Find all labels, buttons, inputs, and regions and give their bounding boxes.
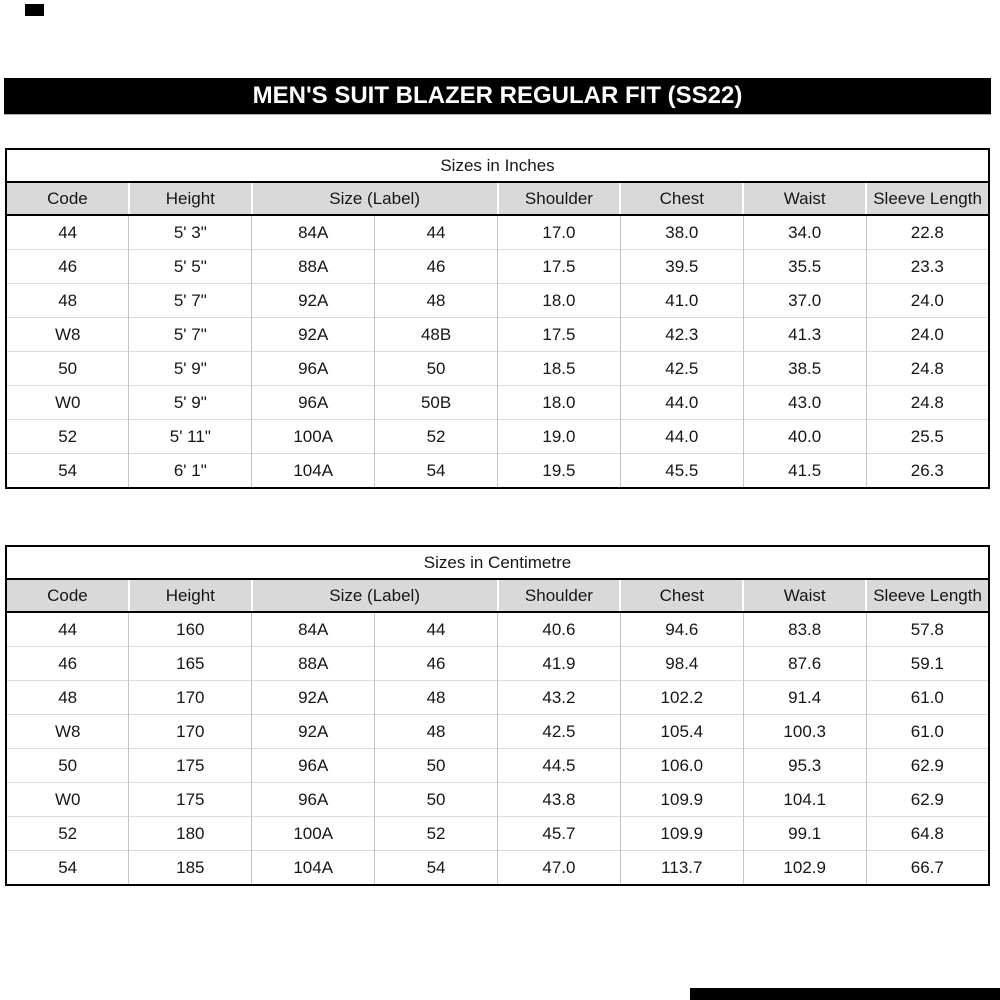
sizes-in-centimetre-table: [5, 545, 990, 886]
table-cell: 44.0: [620, 420, 743, 454]
table-cell: 17.5: [498, 318, 621, 352]
table-cell: 95.3: [743, 749, 866, 783]
table-cell: 17.0: [498, 215, 621, 250]
table-cell: 24.0: [866, 284, 989, 318]
table-cell: 41.3: [743, 318, 866, 352]
header-waist: Waist: [743, 579, 866, 612]
table-cell: 104.1: [743, 783, 866, 817]
table-cell: 52: [375, 420, 498, 454]
table-cell: W8: [6, 318, 129, 352]
table-cell: 38.5: [743, 352, 866, 386]
table-cell: 94.6: [620, 612, 743, 647]
table-cell: 44: [375, 215, 498, 250]
table-row: [6, 386, 989, 420]
table-row: [6, 783, 989, 817]
table-row: [6, 284, 989, 318]
table-cell: 59.1: [866, 647, 989, 681]
table-cell: 57.8: [866, 612, 989, 647]
table-cell: 47.0: [498, 851, 621, 886]
table-title-row: [6, 149, 989, 182]
table-cell: 104A: [252, 454, 375, 489]
sizes-in-inches-table: [5, 148, 990, 489]
table-cell: 46: [375, 647, 498, 681]
table-cell: W0: [6, 783, 129, 817]
table-cell: 48B: [375, 318, 498, 352]
table-row: [6, 215, 989, 250]
table-cell: 185: [129, 851, 252, 886]
table-row: [6, 318, 989, 352]
table-title-row: [6, 546, 989, 579]
table-cell: 42.5: [620, 352, 743, 386]
table-cell: 61.0: [866, 681, 989, 715]
table-cell: 50: [375, 749, 498, 783]
header-waist: Waist: [743, 182, 866, 215]
table-cell: 180: [129, 817, 252, 851]
table-cell: 92A: [252, 715, 375, 749]
table-row: [6, 817, 989, 851]
table-cell: 5' 9": [129, 386, 252, 420]
table-row: [6, 612, 989, 647]
table-cell: 38.0: [620, 215, 743, 250]
table-cell: 18.5: [498, 352, 621, 386]
table-cell: 84A: [252, 215, 375, 250]
table-cell: 46: [6, 250, 129, 284]
table-cell: 48: [375, 284, 498, 318]
header-size-label: Size (Label): [252, 579, 498, 612]
table-cell: 35.5: [743, 250, 866, 284]
table-cell: 105.4: [620, 715, 743, 749]
table-row: [6, 681, 989, 715]
table-cell: 44.5: [498, 749, 621, 783]
table-cell: 100A: [252, 817, 375, 851]
table-cell: 104A: [252, 851, 375, 886]
table-cell: 113.7: [620, 851, 743, 886]
header-chest: Chest: [620, 182, 743, 215]
table-cell: 18.0: [498, 386, 621, 420]
table-cell: 22.8: [866, 215, 989, 250]
table-cell: 39.5: [620, 250, 743, 284]
table-cell: 165: [129, 647, 252, 681]
table-cell: 50: [375, 352, 498, 386]
table-cell: 41.9: [498, 647, 621, 681]
table-cell: 99.1: [743, 817, 866, 851]
table-cell: 19.0: [498, 420, 621, 454]
table-cell: 5' 5": [129, 250, 252, 284]
table-cell: 43.8: [498, 783, 621, 817]
table-row: [6, 420, 989, 454]
table-cell: 46: [6, 647, 129, 681]
table-cell: 48: [375, 715, 498, 749]
table-cell: 18.0: [498, 284, 621, 318]
table-row: [6, 647, 989, 681]
table-cell: 42.5: [498, 715, 621, 749]
bottom-right-page-mark: [690, 988, 1000, 1000]
table-cell: 100A: [252, 420, 375, 454]
table-title: Sizes in Inches: [6, 149, 989, 182]
table-cell: 37.0: [743, 284, 866, 318]
table-cell: 40.0: [743, 420, 866, 454]
table-cell: 109.9: [620, 783, 743, 817]
table-cell: 44: [58, 222, 78, 242]
table-cell: 102.2: [620, 681, 743, 715]
table-cell: 50: [375, 783, 498, 817]
table-cell: 175: [129, 783, 252, 817]
table-cell: 44: [58, 619, 78, 639]
table-cell: 84A: [252, 612, 375, 647]
table-cell: 41.0: [620, 284, 743, 318]
table-cell: 45.7: [498, 817, 621, 851]
table-cell: W0: [6, 386, 129, 420]
header-size-label: Size (Label): [252, 182, 498, 215]
table-cell: 43.2: [498, 681, 621, 715]
table-header-row: [6, 579, 989, 612]
table-row: [6, 250, 989, 284]
table-cell: 26.3: [866, 454, 989, 489]
table-cell: 96A: [252, 352, 375, 386]
table-cell: 54: [375, 454, 498, 489]
table-cell: 5' 3": [129, 215, 252, 250]
table-row: [6, 715, 989, 749]
header-height: Height: [129, 182, 252, 215]
header-shoulder: Shoulder: [498, 182, 621, 215]
table-cell: 52: [6, 817, 129, 851]
table-cell: 50B: [375, 386, 498, 420]
table-cell: 61.0: [866, 715, 989, 749]
table-cell: 62.9: [866, 749, 989, 783]
table-cell: 24.8: [866, 386, 989, 420]
table-row: [6, 352, 989, 386]
table-cell: 34.0: [743, 215, 866, 250]
page-title: MEN'S SUIT BLAZER REGULAR FIT (SS22): [252, 82, 743, 109]
table-cell: 19.5: [498, 454, 621, 489]
table-cell: 52: [6, 420, 129, 454]
sizes-in-inches-body: [6, 215, 989, 488]
table-header-row: [6, 182, 989, 215]
table-cell: 46: [375, 250, 498, 284]
table-cell: W8: [6, 715, 129, 749]
table-cell: 50: [6, 352, 129, 386]
sizes-in-centimetre-body: [6, 612, 989, 885]
table-row: [6, 749, 989, 783]
table-cell: 23.3: [866, 250, 989, 284]
table-cell: 106.0: [620, 749, 743, 783]
table-cell: 48: [6, 284, 129, 318]
table-cell: 109.9: [620, 817, 743, 851]
table-cell: 66.7: [866, 851, 989, 886]
table-title: Sizes in Centimetre: [6, 546, 989, 579]
table-cell: 88A: [252, 250, 375, 284]
table-cell: 160: [129, 612, 252, 647]
header-height: Height: [129, 579, 252, 612]
header-code: Code: [6, 182, 129, 215]
table-cell: 54: [6, 454, 129, 489]
header-sleeve-length: Sleeve Length: [866, 579, 989, 612]
table-cell: 87.6: [743, 647, 866, 681]
table-cell: 96A: [252, 749, 375, 783]
header-code: Code: [6, 579, 129, 612]
table-cell: 44: [375, 612, 498, 647]
table-cell: 24.8: [866, 352, 989, 386]
table-cell: 5' 7": [129, 318, 252, 352]
page-title-bar: [4, 78, 991, 115]
table-cell: 40.6: [498, 612, 621, 647]
table-cell: 52: [375, 817, 498, 851]
table-cell: 5' 7": [129, 284, 252, 318]
table-cell: 24.0: [866, 318, 989, 352]
table-cell: 41.5: [743, 454, 866, 489]
table-cell: 175: [129, 749, 252, 783]
table-cell: 100.3: [743, 715, 866, 749]
table-cell: 83.8: [743, 612, 866, 647]
table-cell: 91.4: [743, 681, 866, 715]
top-left-page-mark: [25, 4, 44, 16]
table-cell: 170: [129, 681, 252, 715]
table-cell: 25.5: [866, 420, 989, 454]
table-cell: 45.5: [620, 454, 743, 489]
header-sleeve-length: Sleeve Length: [866, 182, 989, 215]
table-cell: 5' 11": [129, 420, 252, 454]
table-cell: 48: [6, 681, 129, 715]
table-cell: 17.5: [498, 250, 621, 284]
table-cell: 92A: [252, 284, 375, 318]
table-cell: 54: [375, 851, 498, 886]
table-cell: 170: [129, 715, 252, 749]
table-cell: 54: [6, 851, 129, 886]
table-row: [6, 851, 989, 886]
table-row: [6, 454, 989, 489]
table-cell: 98.4: [620, 647, 743, 681]
header-chest: Chest: [620, 579, 743, 612]
header-shoulder: Shoulder: [498, 579, 621, 612]
table-cell: 92A: [252, 681, 375, 715]
table-cell: 96A: [252, 783, 375, 817]
table-cell: 44.0: [620, 386, 743, 420]
table-cell: 92A: [252, 318, 375, 352]
table-cell: 88A: [252, 647, 375, 681]
table-cell: 6' 1": [129, 454, 252, 489]
table-cell: 5' 9": [129, 352, 252, 386]
table-cell: 62.9: [866, 783, 989, 817]
table-cell: 96A: [252, 386, 375, 420]
table-cell: 48: [375, 681, 498, 715]
table-cell: 42.3: [620, 318, 743, 352]
table-cell: 102.9: [743, 851, 866, 886]
table-cell: 64.8: [866, 817, 989, 851]
table-cell: 50: [6, 749, 129, 783]
table-cell: 43.0: [743, 386, 866, 420]
